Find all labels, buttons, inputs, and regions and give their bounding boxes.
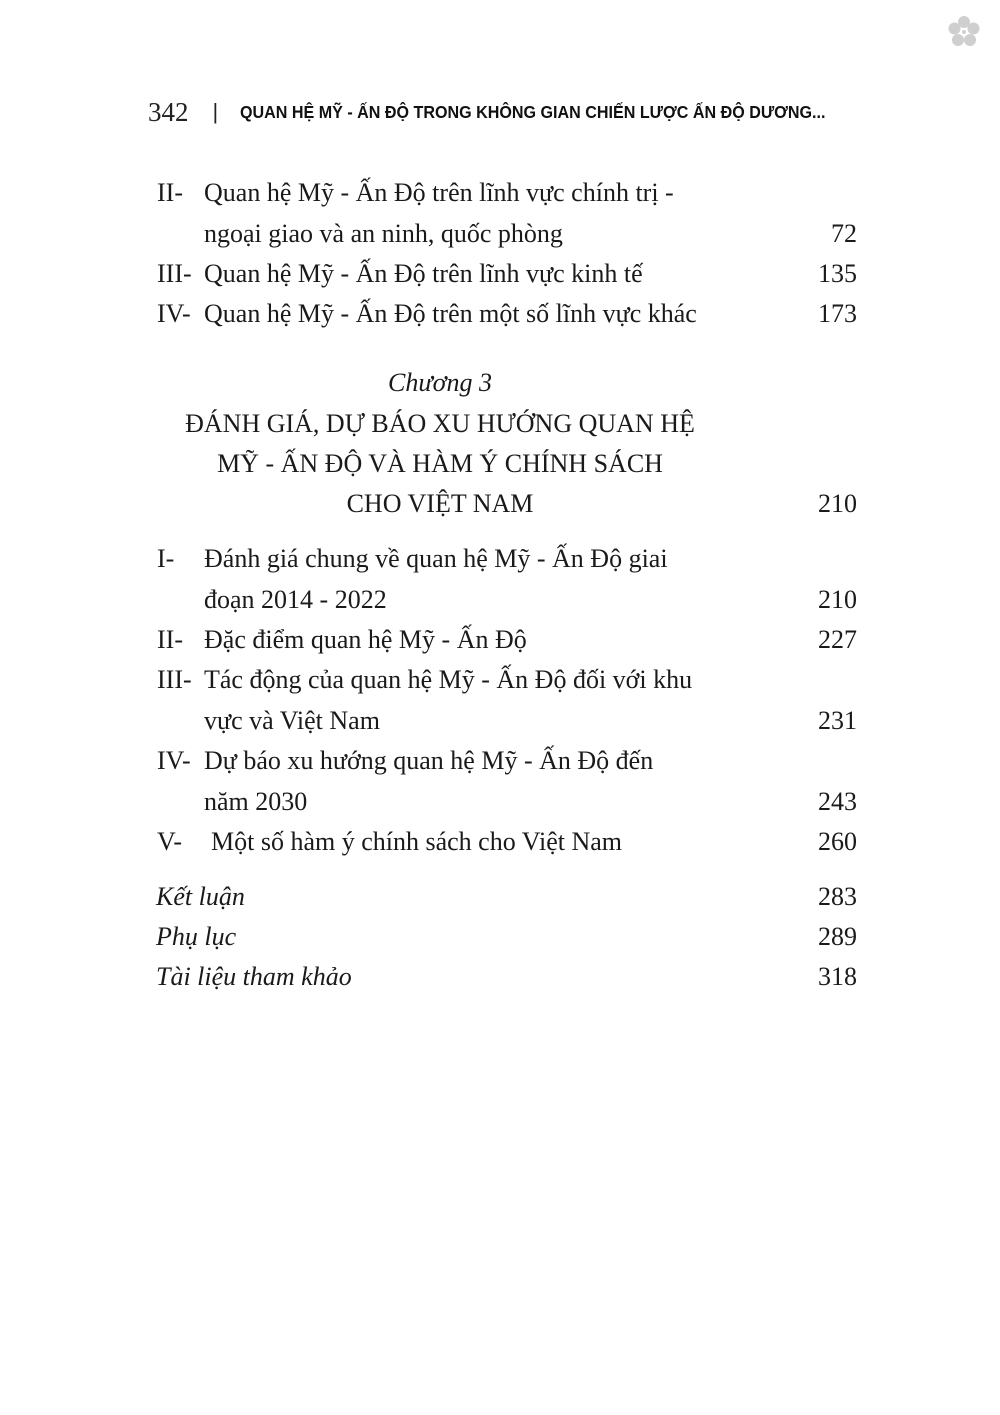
chapter-page: 210 xyxy=(818,489,857,518)
toc-entry-number: IV- xyxy=(157,299,191,328)
toc-entry-number: I- xyxy=(157,544,175,573)
toc-back-label: Kết luận xyxy=(156,882,245,911)
toc-entry[interactable] xyxy=(0,822,1000,862)
toc-entry-continuation[interactable] xyxy=(0,214,1000,254)
toc-entry-number: IV- xyxy=(157,746,191,775)
chapter-title-line: ĐÁNH GIÁ, DỰ BÁO XU HƯỚNG QUAN HỆ xyxy=(185,409,695,438)
toc-entry-number: III- xyxy=(157,259,192,288)
toc-back-entry[interactable] xyxy=(0,917,1000,957)
chapter-title-line: CHO VIỆT NAM xyxy=(346,489,534,518)
toc-entry[interactable] xyxy=(0,660,1000,700)
chapter-page-row[interactable] xyxy=(0,484,1000,524)
toc-entry-number: II- xyxy=(157,178,183,207)
toc-entry[interactable] xyxy=(0,254,1000,294)
chapter-label: Chương 3 xyxy=(388,368,492,397)
toc-back-page: 318 xyxy=(818,962,857,991)
toc-entry-page: 231 xyxy=(818,706,857,735)
toc-entry-page: 260 xyxy=(818,827,857,856)
toc-entry[interactable] xyxy=(0,294,1000,334)
toc-entry[interactable] xyxy=(0,620,1000,660)
toc-entry-number: II- xyxy=(157,625,183,654)
toc-entry-title-cont: vực và Việt Nam xyxy=(204,706,380,735)
toc-entry-title-cont: năm 2030 xyxy=(204,787,308,816)
toc-back-page: 289 xyxy=(818,922,857,951)
toc-back-label: Tài liệu tham khảo xyxy=(156,962,352,991)
toc-entry-page: 227 xyxy=(818,625,857,654)
toc-entry-title: Quan hệ Mỹ - Ấn Độ trên lĩnh vực kinh tế xyxy=(204,259,643,288)
toc-back-label: Phụ lục xyxy=(156,922,237,951)
toc-entry-continuation[interactable] xyxy=(0,782,1000,822)
publisher-logo-icon xyxy=(946,14,982,50)
toc-entry-number: III- xyxy=(157,665,192,694)
toc-entry[interactable] xyxy=(0,741,1000,781)
toc-entry-continuation[interactable] xyxy=(0,580,1000,620)
toc-back-entry[interactable] xyxy=(0,957,1000,997)
toc-entry-continuation[interactable] xyxy=(0,701,1000,741)
page-number: 342 xyxy=(148,96,189,127)
chapter-title-line: MỸ - ẤN ĐỘ VÀ HÀM Ý CHÍNH SÁCH xyxy=(217,449,663,478)
toc-entry-title: Một số hàm ý chính sách cho Việt Nam xyxy=(211,827,622,856)
toc-entry-title: Tác động của quan hệ Mỹ - Ấn Độ đối với khu xyxy=(204,665,693,694)
running-header xyxy=(148,92,877,132)
toc-entry-title: Quan hệ Mỹ - Ấn Độ trên một số lĩnh vực khác xyxy=(204,299,697,328)
toc-entry-page: 173 xyxy=(818,299,857,328)
toc-entry-page: 243 xyxy=(818,787,857,816)
toc-entry-page: 135 xyxy=(818,259,857,288)
header-separator: | xyxy=(212,99,219,124)
running-title: QUAN HỆ MỸ - ẤN ĐỘ TRONG KHÔNG GIAN CHIẾN LƯỢC ẤN ĐỘ DƯƠNG... xyxy=(240,101,826,122)
toc-entry-title-cont: ngoại giao và an ninh, quốc phòng xyxy=(204,219,563,248)
toc-entry[interactable] xyxy=(0,539,1000,579)
toc-entry-title: Đặc điểm quan hệ Mỹ - Ấn Độ xyxy=(204,625,527,654)
toc-entry-title: Dự báo xu hướng quan hệ Mỹ - Ấn Độ đến xyxy=(204,746,654,775)
toc-back-entry[interactable] xyxy=(0,877,1000,917)
toc-entry-page: 72 xyxy=(831,219,857,248)
toc-entry-title: Quan hệ Mỹ - Ấn Độ trên lĩnh vực chính trị - xyxy=(204,178,674,207)
toc-entry-number: V- xyxy=(157,827,183,856)
toc-entry-page: 210 xyxy=(818,585,857,614)
toc-entry[interactable] xyxy=(0,173,1000,213)
toc-entry-title-cont: đoạn 2014 - 2022 xyxy=(204,585,387,614)
toc-back-page: 283 xyxy=(818,882,857,911)
toc-entry-title: Đánh giá chung về quan hệ Mỹ - Ấn Độ giai xyxy=(204,544,668,573)
